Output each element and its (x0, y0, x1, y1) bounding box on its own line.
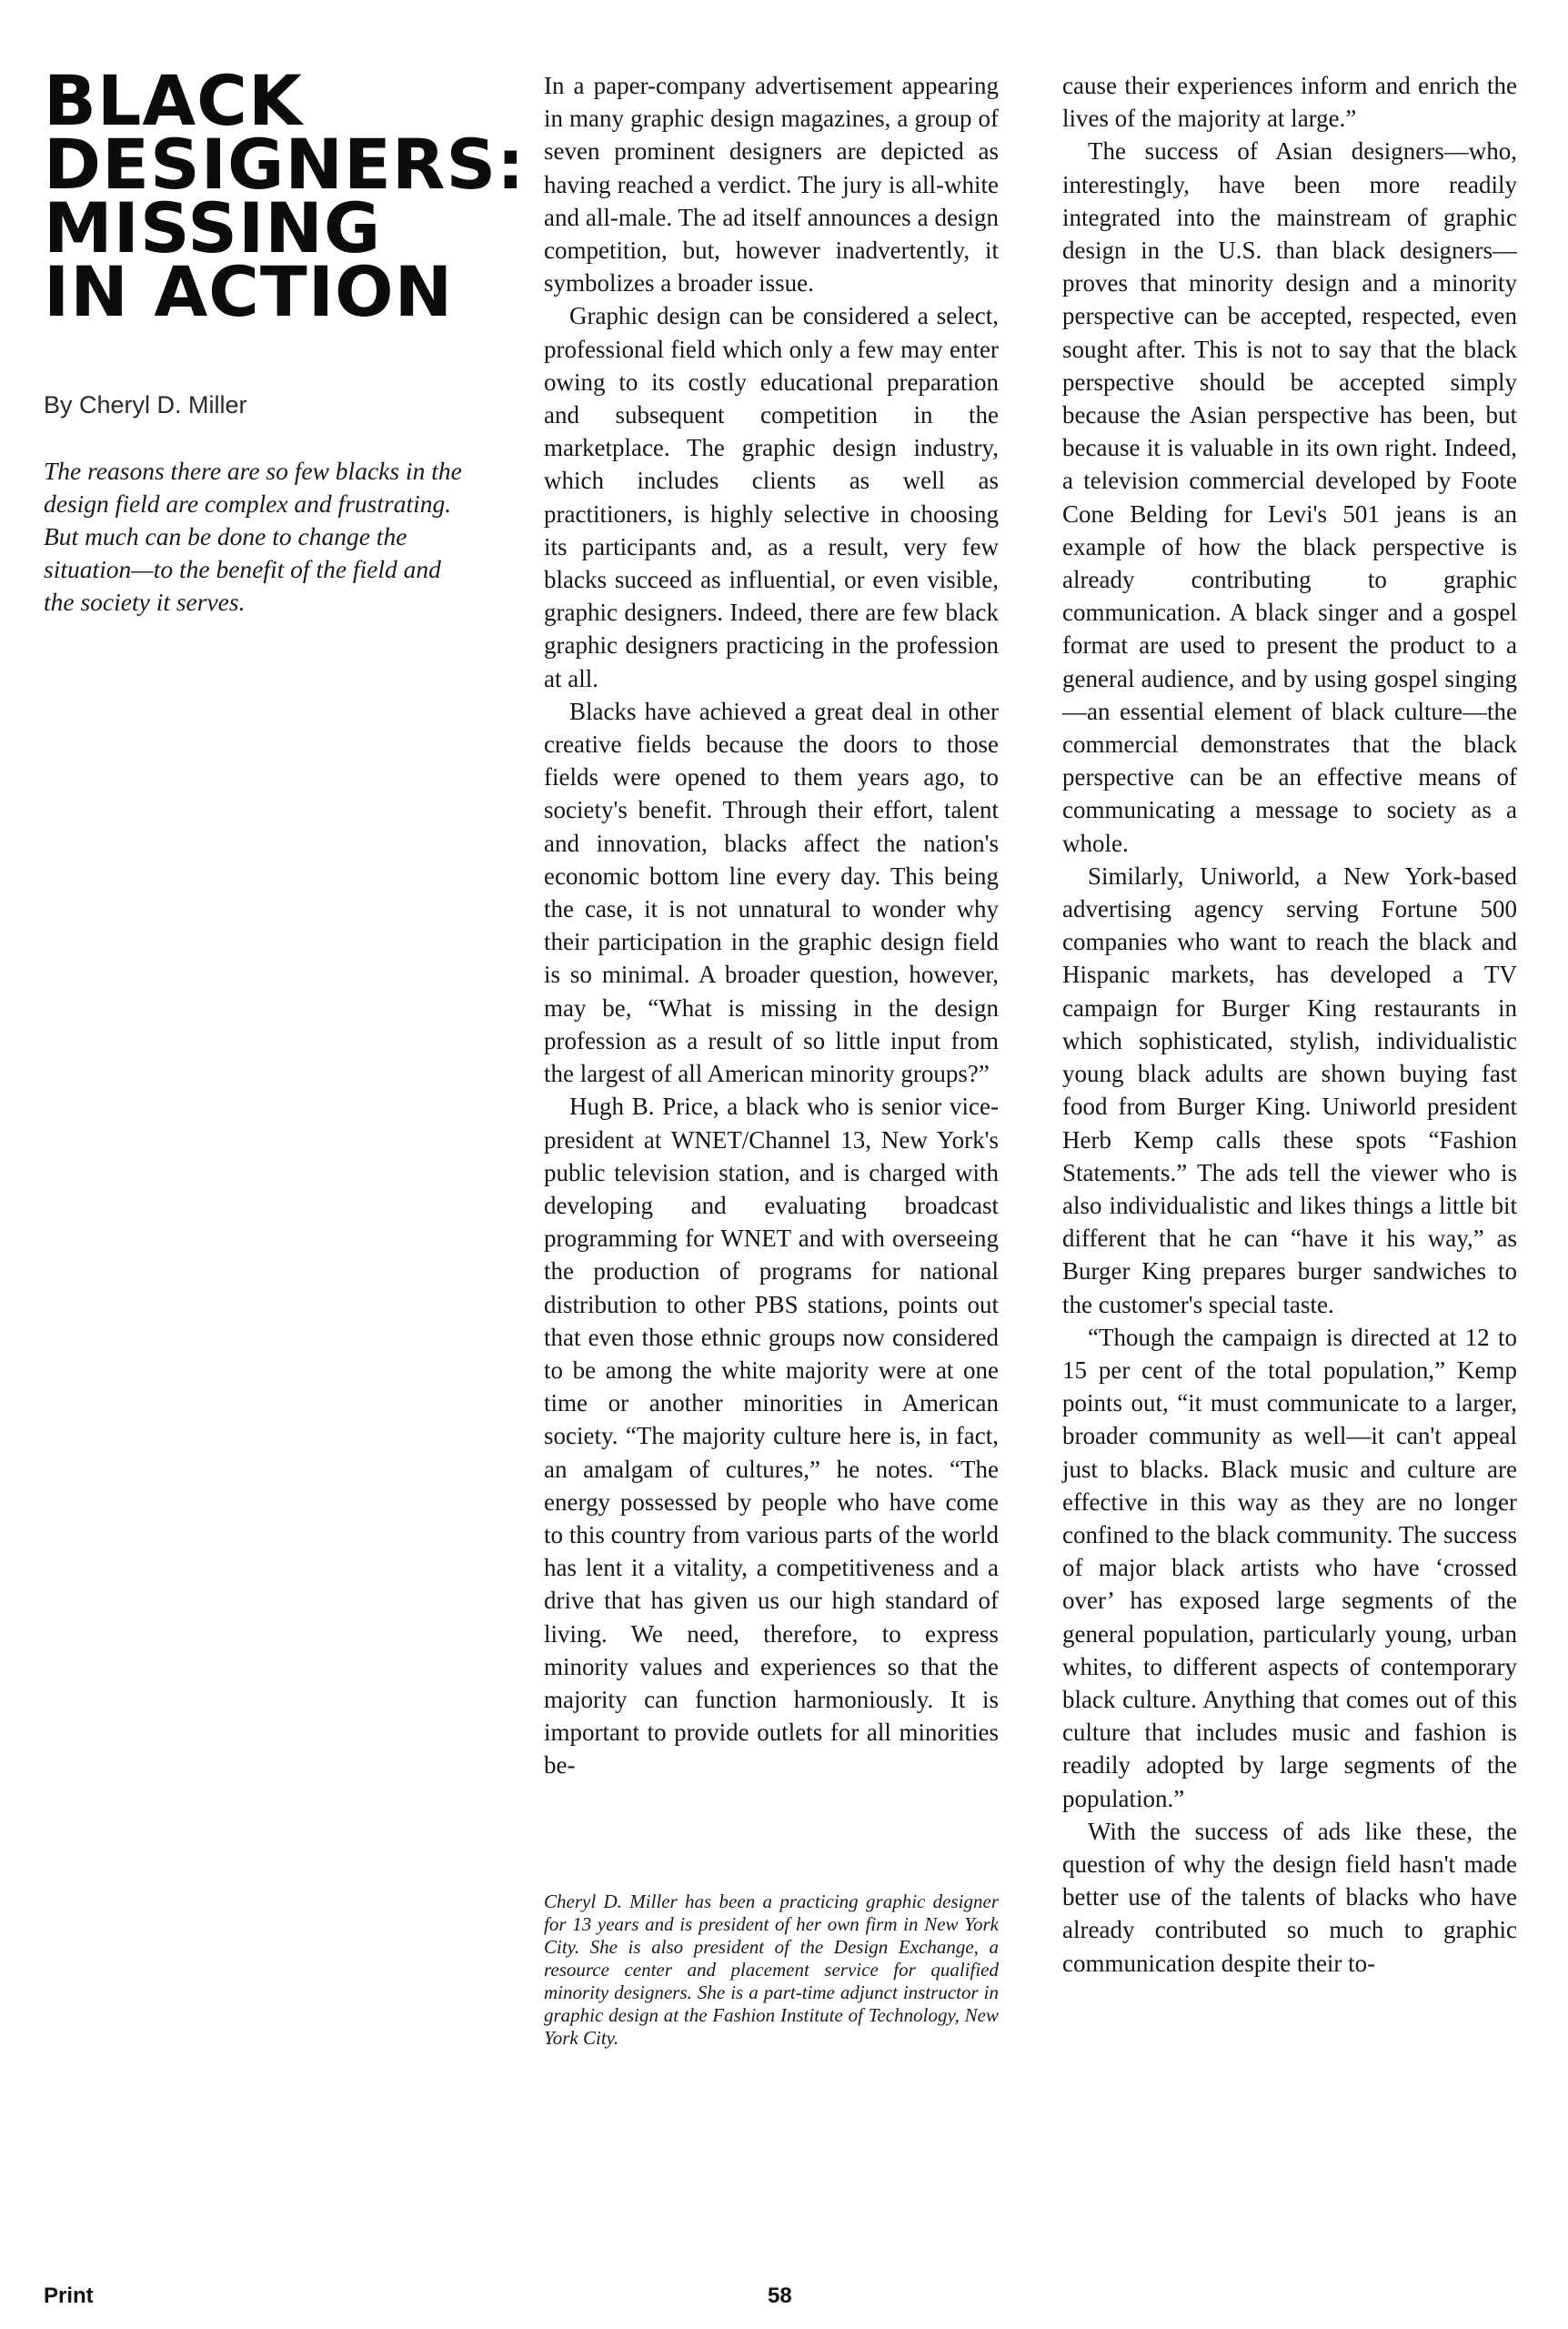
paragraph: Hugh B. Price, a black who is senior vice-president at WNET/Channel 13, New York's public television station, and is charged with developing and evaluating broadcast programming for WNET and with overseeing the production of programs for national distribution to other PBS stations, points out that even those ethnic groups now considered to be among the white majority were at one time or another minorities in American society. “The majority culture here is, in fact, an amalgam of cultures,” he notes. “The energy possessed by people who have come to this country from various parts of the world has lent it a vitality, a competitiveness and a drive that has given us our high standard of living. We need, therefore, to express minority values and experiences so that the majority can function harmoniously. It is important to provide outlets for all minorities be- (544, 1093, 999, 1780)
paragraph: Graphic design can be considered a select, professional field which only a few may enter owing to its costly educational preparation and subsequent competition in the marketplace. The graphic design industry, which includes clients as well as practitioners, is highly selective in choosing its participants and, as a result, very few blacks succeed as influential, or even visible, graphic designers. Indeed, there are few black graphic designers practicing in the profession at all. (544, 302, 999, 692)
publication-name: Print (44, 2284, 94, 2308)
page-number: 58 (768, 2284, 792, 2308)
headline-line-1: BLACK (44, 60, 303, 141)
article-deck: The reasons there are so few blacks in the design field are complex and frustrating. But much can be done to change the situation—to the benefit of the field and the society it serves. (44, 457, 462, 616)
headline-line-3: MISSING (44, 187, 382, 268)
paragraph: With the success of ads like these, the question of why the design field hasn't made better use of the talents of blacks who have already contributed so much to graphic communication despite their to- (1062, 1817, 1517, 1977)
paragraph: “Though the campaign is directed at 12 to 15 per cent of the total population,” Kemp points out, “it must communicate to a larger, broader community as well—it can't appeal just to blacks. Black music and culture are effective in this way as they are no longer confined to the black community. The success of major black artists who have ‘crossed over’ has exposed large segments of the general population, particularly young, urban whites, to different aspects of contemporary black culture. Anything that comes out of this culture that includes music and fashion is readily adopted by large segments of the population.” (1062, 1323, 1517, 1812)
body-column-2 (544, 69, 999, 1782)
byline: By Cheryl D. Miller (44, 391, 247, 418)
author-bio: Cheryl D. Miller has been a practicing graphic designer for 13 years and is president of her own firm in New York City. She is also president of the Design Exchange, a resource center and placement service for qualified minority designers. She is a part-time adjunct instructor in graphic design at the Fashion Institute of Technology, New York City. (544, 1890, 999, 2049)
body-column-3 (1062, 69, 1517, 1980)
headline-line-4: IN ACTION (44, 251, 454, 332)
paragraph: Blacks have achieved a great deal in other creative fields because the doors to those fields were opened to them years ago, to society's benefit. Through their effort, talent and innovation, blacks affect the nation's economic bottom line every day. This being the case, it is not unnatural to wonder why their participation in the graphic design field is so minimal. A broader question, however, may be, “What is missing in the design profession as a result of so little input from the largest of all American minority groups?” (544, 697, 999, 1088)
paragraph: cause their experiences inform and enrich the lives of the majority at large.” (1062, 72, 1517, 133)
paragraph: In a paper-company advertisement appearing in many graphic design magazines, a group of seven prominent designers are depicted as having reached a verdict. The jury is all-white and all-male. The ad itself announces a design competition, but, however inadvertently, it symbolizes a broader issue. (544, 72, 999, 297)
paragraph: Similarly, Uniworld, a New York-based advertising agency serving Fortune 500 companies who want to reach the black and Hispanic markets, has developed a TV campaign for Burger King restaurants in which sophisticated, stylish, individualistic young black adults are shown buying fast food from Burger King. Uniworld president Herb Kemp calls these spots “Fashion Statements.” The ads tell the viewer who is also individualistic and likes things a little bit different that he can “have it his way,” as Burger King prepares burger sandwiches to the customer's special taste. (1062, 862, 1517, 1318)
paragraph: The success of Asian designers—who, interestingly, have been more readily integrated into the mainstream of graphic design in the U.S. than black designers—proves that minority design and a minority perspective can be accepted, respected, even sought after. This is not to say that the black perspective should be accepted simply because the Asian perspective has been, but because it is valuable in its own right. Indeed, a television commercial developed by Foote Cone Belding for Levi's 501 jeans is an example of how the black perspective is already contributing to graphic communication. A black singer and a gospel format are used to present the product to a general audience, and by using gospel singing—an essential element of black culture—the commercial demonstrates that the black perspective can be an effective means of communicating a message to society as a whole. (1062, 137, 1517, 857)
headline-line-2: DESIGNERS: (44, 124, 526, 205)
article-headline (44, 60, 553, 332)
